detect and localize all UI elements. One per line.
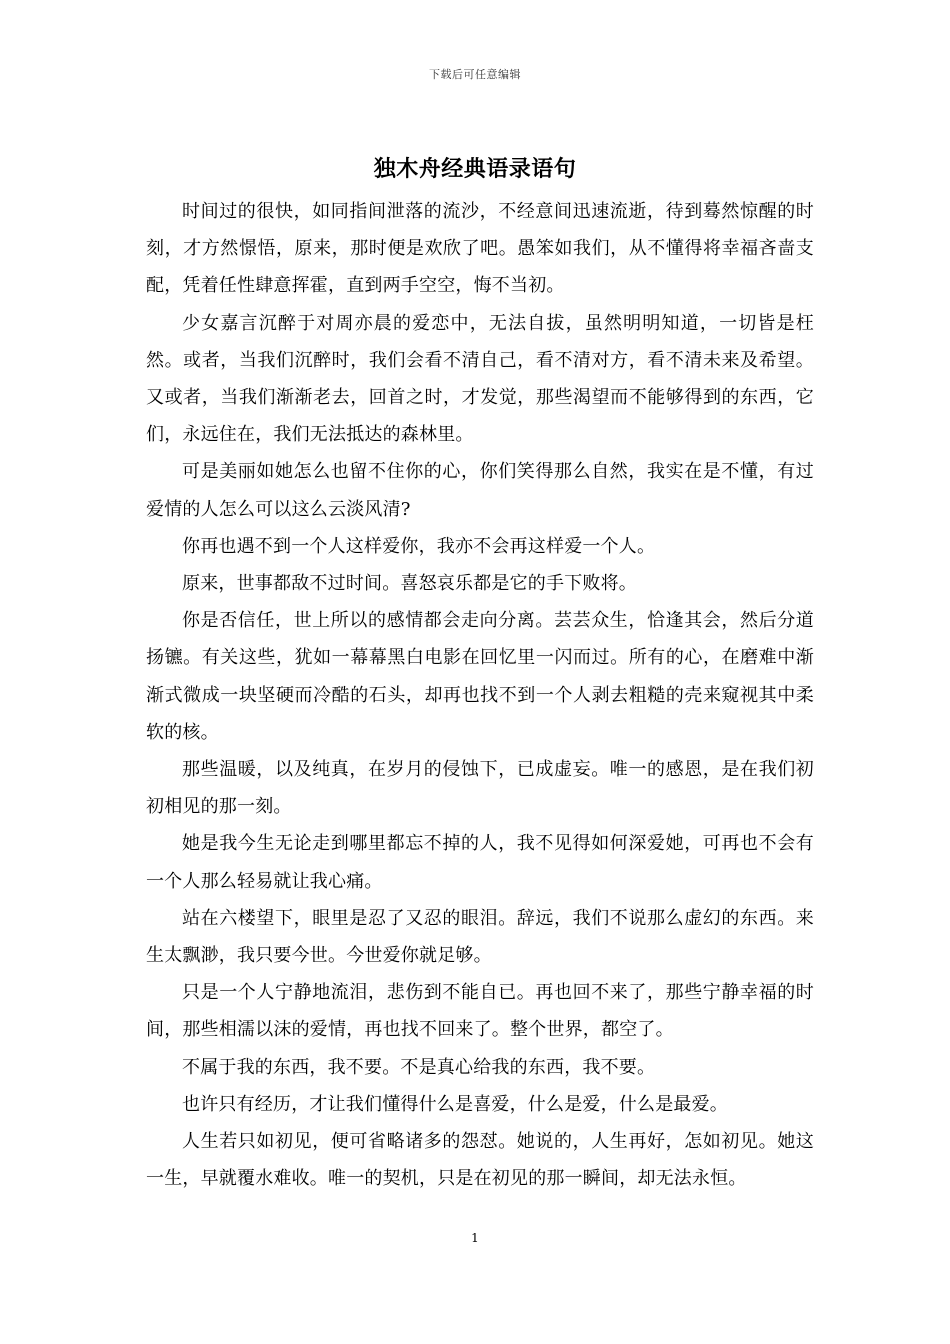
- paragraph: 不属于我的东西，我不要。不是真心给我的东西，我不要。: [182, 1056, 656, 1078]
- paragraph: 你是否信任，世上所以的感情都会走向分离。芸芸众生，恰逢其会，然后分道扬镳。有关这些，犹如一幕幕黑白电影在回忆里一闪而过。所有的心，在磨难中渐渐式微成一块坚硬而冷酷的石头，却再也找不到一个人剥去粗糙的壳来窥视其中柔软的核。: [146, 610, 814, 743]
- paragraph: 时间过的很快，如同指间泄落的流沙，不经意间迅速流逝，待到蓦然惊醒的时刻，才方然憬悟，原来，那时便是欢欣了吧。愚笨如我们，从不懂得将幸福吝啬支配，凭着任性肆意挥霍，直到两手空空，悔不当初。: [146, 201, 814, 297]
- paragraph: 她是我今生无论走到哪里都忘不掉的人，我不见得如何深爱她，可再也不会有一个人那么轻易就让我心痛。: [146, 833, 814, 892]
- document-body: [146, 193, 814, 1197]
- paragraph: 可是美丽如她怎么也留不住你的心，你们笑得那么自然，我实在是不懂，有过爱情的人怎么可以这么云淡风清?: [146, 461, 814, 520]
- page-number: 1: [471, 1231, 479, 1245]
- paragraph: 那些温暖，以及纯真，在岁月的侵蚀下，已成虚妄。唯一的感恩，是在我们初初相见的那一刻。: [146, 759, 814, 818]
- page-header: 下载后可任意编辑: [429, 68, 521, 81]
- paragraph: 少女嘉言沉醉于对周亦晨的爱恋中，无法自拔，虽然明明知道，一切皆是枉然。或者，当我们沉醉时，我们会看不清自己，看不清对方，看不清未来及希望。又或者，当我们渐渐老去，回首之时，才发觉，那些渴望而不能够得到的东西，它们，永远住在，我们无法抵达的森林里。: [146, 312, 814, 446]
- paragraph: 站在六楼望下，眼里是忍了又忍的眼泪。辞远，我们不说那么虚幻的东西。来生太飘渺，我只要今世。今世爱你就足够。: [146, 907, 814, 967]
- paragraph: 原来，世事都敌不过时间。喜怒哀乐都是它的手下败将。: [182, 573, 637, 595]
- document-title: 独木舟经典语录语句: [373, 156, 577, 182]
- paragraph: 你再也遇不到一个人这样爱你，我亦不会再这样爱一个人。: [182, 535, 656, 557]
- paragraph: 只是一个人宁静地流泪，悲伤到不能自已。再也回不来了，那些宁静幸福的时间，那些相濡以沫的爱情，再也找不回来了。整个世界，都空了。: [146, 982, 814, 1041]
- paragraph: 人生若只如初见，便可省略诸多的怨怼。她说的，人生再好，怎如初见。她这一生，早就覆水难收。唯一的契机，只是在初见的那一瞬间，却无法永恒。: [146, 1131, 814, 1190]
- paragraph: 也许只有经历，才让我们懂得什么是喜爱，什么是爱，什么是最爱。: [182, 1093, 728, 1115]
